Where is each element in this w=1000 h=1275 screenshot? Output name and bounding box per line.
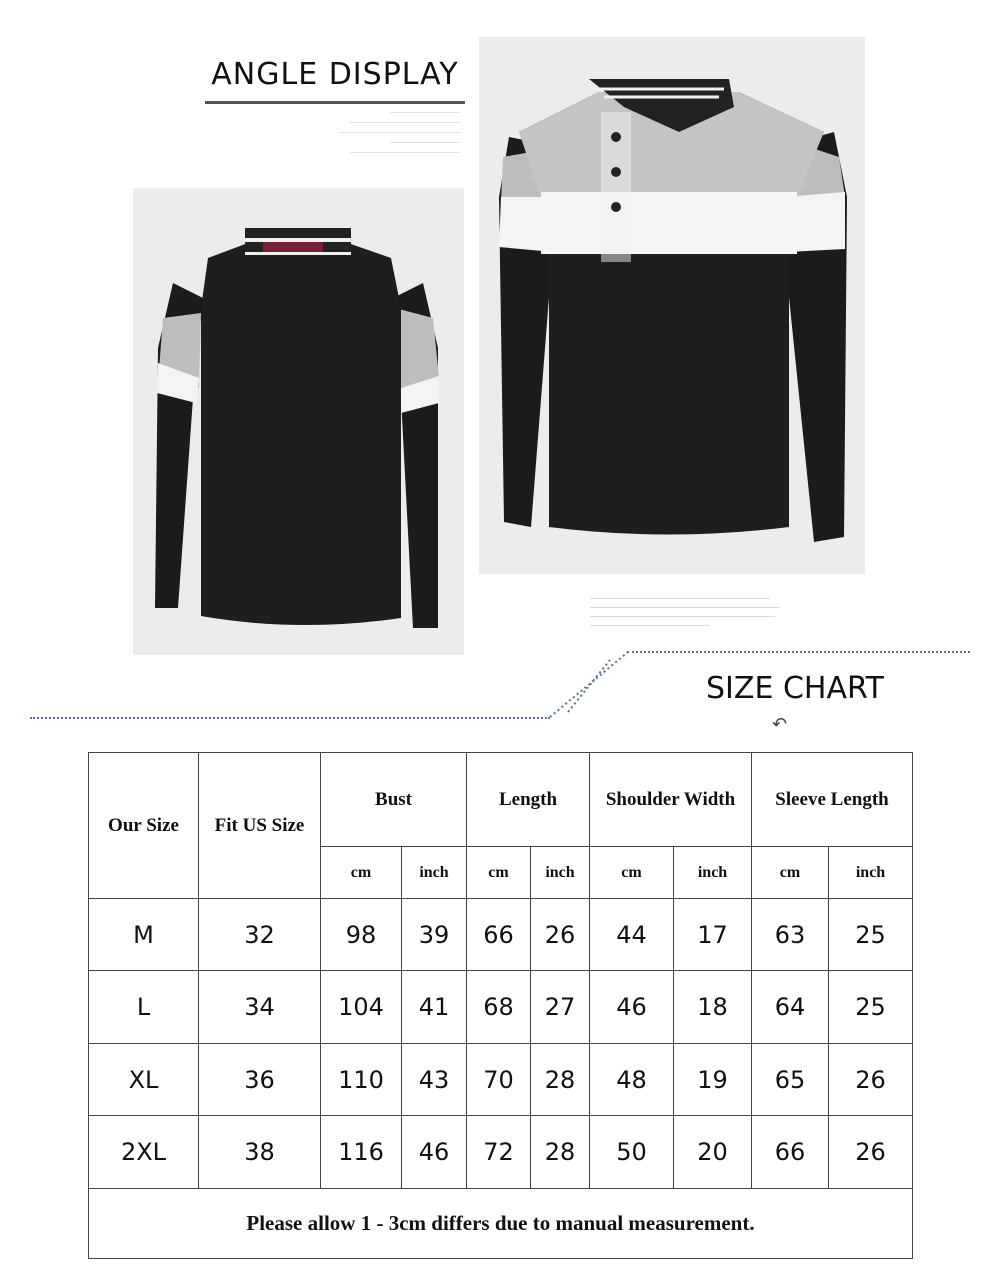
unit-sleeve-inch: inch: [829, 847, 913, 899]
unit-shoulder-inch: inch: [674, 847, 752, 899]
cell-length-inch: 27: [531, 971, 590, 1044]
header-sleeve-length: Sleeve Length: [752, 753, 913, 847]
cell-shoulder-inch: 19: [674, 1044, 752, 1116]
size-chart-table: [88, 752, 913, 1259]
cell-bust-cm: 116: [321, 1116, 402, 1189]
product-photo-front-view: [479, 37, 865, 574]
cell-size: 2XL: [89, 1116, 199, 1189]
header-fit-us-size: Fit US Size: [199, 753, 321, 899]
cell-bust-inch: 43: [402, 1044, 467, 1116]
cell-length-cm: 68: [467, 971, 531, 1044]
cell-shoulder-inch: 17: [674, 899, 752, 971]
cell-length-cm: 66: [467, 899, 531, 971]
cell-bust-cm: 110: [321, 1044, 402, 1116]
cell-sleeve-inch: 26: [829, 1044, 913, 1116]
unit-bust-cm: cm: [321, 847, 402, 899]
angle-display-title: ANGLE DISPLAY: [211, 57, 459, 92]
cell-bust-inch: 41: [402, 971, 467, 1044]
cell-shoulder-inch: 18: [674, 971, 752, 1044]
size-chart-title: SIZE CHART: [706, 671, 884, 706]
decorative-faint-text-lines: [320, 112, 460, 162]
cell-us: 32: [199, 899, 321, 971]
cell-size: XL: [89, 1044, 199, 1116]
cell-bust-inch: 46: [402, 1116, 467, 1189]
cell-sleeve-inch: 25: [829, 971, 913, 1044]
unit-length-cm: cm: [467, 847, 531, 899]
cell-shoulder-cm: 46: [590, 971, 674, 1044]
cell-sleeve-cm: 63: [752, 899, 829, 971]
cell-length-cm: 70: [467, 1044, 531, 1116]
connector-dotted-diagonal: [548, 650, 630, 720]
cell-size: M: [89, 899, 199, 971]
table-row: [89, 971, 913, 1044]
header-length: Length: [467, 753, 590, 847]
measurement-footnote: Please allow 1 - 3cm differs due to manual measurement.: [89, 1189, 913, 1259]
unit-sleeve-cm: cm: [752, 847, 829, 899]
decorative-faint-caption-lines: [590, 598, 780, 634]
cell-shoulder-cm: 50: [590, 1116, 674, 1189]
cell-us: 38: [199, 1116, 321, 1189]
unit-shoulder-cm: cm: [590, 847, 674, 899]
table-row: [89, 1044, 913, 1116]
connector-dotted-line-right: [627, 651, 970, 653]
swirl-ornament-icon: ↶: [772, 714, 788, 735]
cell-length-inch: 28: [531, 1116, 590, 1189]
cell-sleeve-cm: 64: [752, 971, 829, 1044]
shirt-front-illustration: [479, 37, 865, 574]
cell-bust-cm: 104: [321, 971, 402, 1044]
unit-length-inch: inch: [531, 847, 590, 899]
cell-shoulder-cm: 48: [590, 1044, 674, 1116]
footnote-row: [89, 1189, 913, 1259]
cell-sleeve-inch: 25: [829, 899, 913, 971]
cell-us: 36: [199, 1044, 321, 1116]
angle-display-underline: [205, 101, 465, 104]
cell-length-inch: 28: [531, 1044, 590, 1116]
unit-bust-inch: inch: [402, 847, 467, 899]
cell-sleeve-cm: 65: [752, 1044, 829, 1116]
cell-length-cm: 72: [467, 1116, 531, 1189]
header-our-size: Our Size: [89, 753, 199, 899]
cell-us: 34: [199, 971, 321, 1044]
header-bust: Bust: [321, 753, 467, 847]
cell-length-inch: 26: [531, 899, 590, 971]
table-row: [89, 1116, 913, 1189]
header-shoulder-width: Shoulder Width: [590, 753, 752, 847]
header-row-main: [89, 753, 913, 847]
shirt-back-illustration: [133, 188, 464, 655]
cell-shoulder-inch: 20: [674, 1116, 752, 1189]
table-row: [89, 899, 913, 971]
product-photo-back-view: [133, 188, 464, 655]
cell-shoulder-cm: 44: [590, 899, 674, 971]
connector-dotted-line-left: [30, 717, 550, 719]
cell-bust-cm: 98: [321, 899, 402, 971]
cell-sleeve-inch: 26: [829, 1116, 913, 1189]
cell-sleeve-cm: 66: [752, 1116, 829, 1189]
cell-bust-inch: 39: [402, 899, 467, 971]
cell-size: L: [89, 971, 199, 1044]
